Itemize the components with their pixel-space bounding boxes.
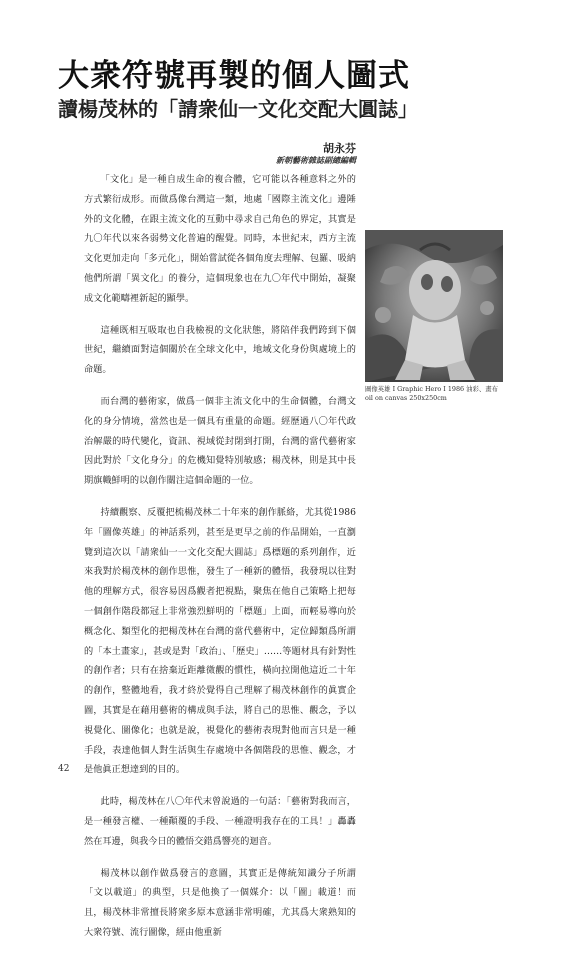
artwork-caption: 圖像英雄 I Graphic Hero I 1986 油彩、畫布 oil on canvas 250x250cm xyxy=(365,385,499,402)
body-paragraph: 而台灣的藝術家，做爲一個非主流文化中的生命個體，台灣文化的身分情境，當然也是一個具有重量的命題。經歷過八〇年代政治解嚴的時代變化，資訊、視域從封閉到打開，台灣的當代藝術家因此對於「文化身分」的危機知覺特別敏感；楊茂林，則是其中長期旗幟鮮明的以創作關注這個命題的一位。 xyxy=(84,395,356,487)
author-name: 胡永芬 xyxy=(323,142,356,155)
author-affiliation: 新朝藝術雜誌副總編輯 xyxy=(276,155,356,165)
body-paragraph: 此時，楊茂林在八〇年代末曾說過的一句話：「藝術對我而言，是一種發言權、一種顚覆的手段、一種證明我存在的工具！」轟轟然在耳邊，與我今日的體悟交錯爲響亮的迴音。 xyxy=(84,796,356,847)
body-paragraph: 這種既相互吸取也自我檢視的文化狀態，將陪伴我們跨到下個世紀，繼續面對這個關於在全球文化中，地域文化身份與處境上的命題。 xyxy=(84,324,356,376)
body-paragraph: 「文化」是一種自成生命的複合體，它可能以各種意料之外的方式繁衍成形。而做爲像台灣這一類，地處「國際主流文化」邊陲外的文化體，在跟主流文化的互動中尋求自己角色的界定，其實是九〇年代以來各弱勢文化普遍的醒覺。同時，本世紀末，西方主流文化更加走向「多元化」，開始嘗試從各個角度去理解、包羅、吸納他們所謂「異文化」的養分，這個現象也在九〇年代中開始，凝聚成文化範疇裡新起的顯學。 xyxy=(84,174,356,304)
page-number: 42 xyxy=(58,764,70,774)
artwork-painting xyxy=(365,230,503,382)
article-title: 大衆符號再製的個人圖式 xyxy=(58,58,410,94)
article-body xyxy=(84,170,356,955)
artwork-image xyxy=(365,230,503,382)
article-subtitle: 讀楊茂林的「請衆仙一文化交配大圓誌」 xyxy=(58,97,418,121)
body-paragraph: 持續觀察、反覆把梳楊茂林二十年來的創作脈絡，尤其從1986年「圖像英雄」的神話系列，甚至是更早之前的作品開始，一直瀏覽到這次以「請衆仙一一文化交配大圓誌」爲標題的系列創作，近來我對於楊茂林的創作思惟，發生了一種新的體悟，我發現以往對他的理解方式，很容易因爲觀者把視點，聚焦在他自己策略上把每一個創作階段都冠上非常強烈鮮明的「標題」上面，而輕易導向於概念化、類型化的把楊茂林在台灣的當代藝術中，定位歸類爲所謂的「本土畫家」，甚或是對「政治」、「歷史」……等題材具有針對性的創作者；只有在捨棄近距離微觀的慣性，橫向拉開他這近二十年的創作，整體地看，我才終於覺得自己理解了楊茂林創作的眞實企圖，其實是在藉用藝術的構成與手法，將自己的思惟、觀念，予以視覺化、圖像化；也就是說，視覺化的藝術表現對他而言只是一種手段，表達他個人對生活與生存處境中各個階段的思惟、觀念，才是他眞正想達到的目的。 xyxy=(84,506,356,776)
body-paragraph: 楊茂林以創作做爲發言的意圖，其實正是傳統知識分子所謂「文以載道」的典型，只是他換了一個媒介：以「圖」載道！而且，楊茂林非常擅長將衆多原本意涵非常明確，尤其爲大衆熟知的大衆符號、流行圖像，經由他重新 xyxy=(84,867,356,938)
